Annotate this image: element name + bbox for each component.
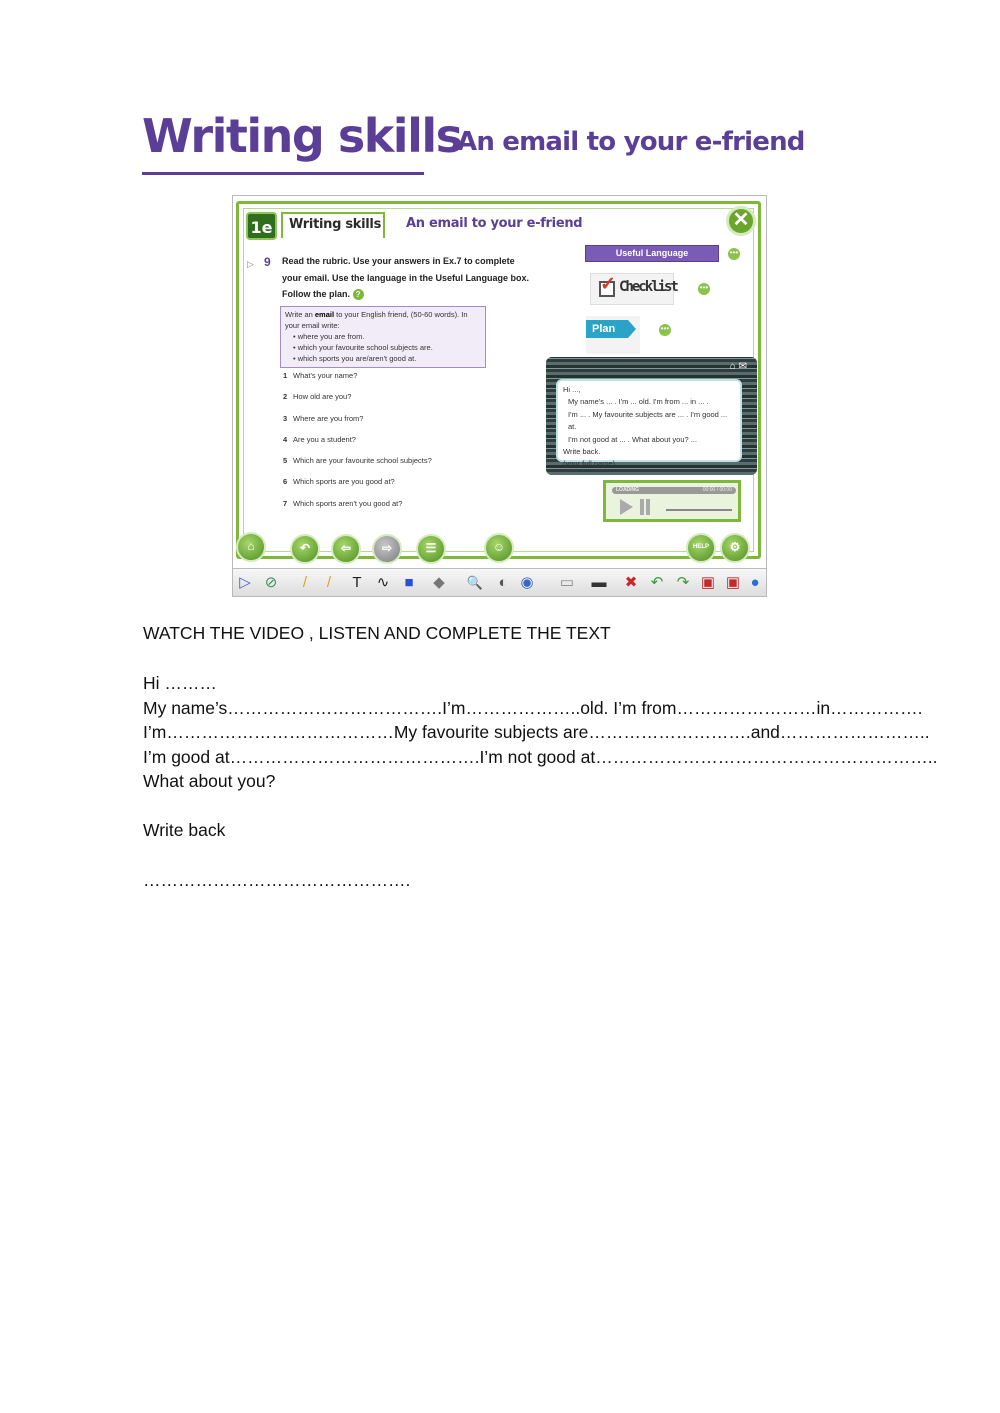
lasso-icon[interactable]: ⊘: [264, 574, 278, 591]
question-list: [283, 370, 432, 519]
more-icon[interactable]: •••: [728, 248, 740, 260]
forward-button[interactable]: [372, 534, 402, 564]
question-text: What's your name?: [293, 371, 358, 380]
play-icon[interactable]: [620, 499, 633, 515]
text-tool-icon[interactable]: T: [352, 574, 362, 591]
smile-button[interactable]: [484, 533, 514, 563]
drawing-toolbar: [233, 568, 766, 597]
question-text: Where are you from?: [293, 413, 364, 423]
page-subtitle: An email to your e-friend: [457, 127, 805, 157]
redo-icon[interactable]: ↷: [676, 574, 690, 591]
spotlight-icon[interactable]: ◐: [498, 574, 508, 591]
question-number: 1: [283, 371, 288, 380]
write-back: Write back: [143, 820, 226, 840]
blind-icon[interactable]: ▬: [591, 574, 607, 591]
task-line-text: Follow the plan.: [282, 289, 350, 299]
email-model-card: [556, 379, 742, 469]
email-model-line: Write back.: [563, 447, 601, 457]
unit-tab-subtitle: An email to your e-friend: [406, 216, 583, 231]
question-row: [283, 498, 432, 519]
close-button[interactable]: [726, 206, 756, 236]
email-model-line: (your full name): [563, 459, 616, 469]
lesson-screenshot: [232, 195, 767, 597]
question-text: How old are you?: [293, 392, 352, 402]
question-text: Which sports aren't you good at?: [293, 498, 403, 508]
help-label: HELP: [692, 544, 709, 550]
loading-label: LOADING: [616, 487, 640, 493]
rubric-intro-b: to your English friend, (50-60 words). In your email write:: [285, 310, 468, 330]
email-model-line: I'm not good at ... . What about you? ...: [568, 434, 698, 444]
task-line: your email. Use the language in the Useful Language box.: [282, 272, 530, 283]
shape-icon[interactable]: ■: [404, 574, 414, 591]
email-model-line: I'm ... . My favourite subjects are ... . I'm good ... at.: [568, 409, 728, 432]
more-icon[interactable]: •••: [698, 283, 710, 295]
home-button[interactable]: [236, 532, 266, 562]
email-line: What about you?: [143, 771, 276, 792]
email-line: I’m…………………………………My favourite subjects are……………………….and……………………..: [143, 722, 930, 743]
checklist-label: Checklist: [619, 279, 677, 295]
task-line: Read the rubric. Use your answers in Ex.7 to complete: [282, 256, 515, 266]
highlighter-icon[interactable]: /: [326, 574, 332, 591]
smile-icon: ☺: [492, 540, 506, 554]
plan-label: Plan: [586, 320, 628, 338]
close-icon: ✕: [732, 209, 750, 231]
page-title: Writing skills: [142, 109, 462, 163]
question-number: 6: [283, 477, 288, 487]
question-number: 3: [283, 413, 288, 423]
rubric-bullet: • which sports you are/aren't good at.: [293, 353, 481, 364]
pointer-icon[interactable]: ▷: [239, 574, 251, 591]
plan-button[interactable]: [586, 316, 640, 354]
rubric-bullet: • where you are from.: [293, 331, 481, 342]
rubric-intro-bold: email: [314, 310, 335, 319]
question-number: 5: [283, 456, 288, 466]
checkbox-icon: [599, 274, 616, 297]
help-button[interactable]: [686, 533, 716, 563]
clear-icon[interactable]: ✖: [624, 574, 638, 591]
home-icon: ⌂: [247, 539, 255, 553]
question-row: [283, 413, 432, 434]
more-icon[interactable]: •••: [659, 324, 671, 336]
rubric-box: [280, 306, 486, 368]
checklist-button[interactable]: [590, 273, 677, 305]
email-model-line: Hi ...,: [563, 385, 581, 394]
question-row: [283, 370, 432, 391]
lesson-frame: [236, 201, 761, 559]
task-pointer-icon: ▷: [247, 259, 254, 269]
unit-badge: 1e: [246, 212, 277, 240]
task-number: 9: [264, 255, 271, 269]
rubric-bullet: • which your favourite school subjects are.: [293, 342, 481, 353]
video-home-icon[interactable]: ⌂ ✉: [729, 361, 747, 372]
gear-icon: ⚙: [729, 540, 741, 554]
undo-icon[interactable]: ↶: [650, 574, 664, 591]
rubric-intro: [285, 309, 481, 331]
settings-button[interactable]: [720, 533, 750, 563]
question-number: 4: [283, 434, 288, 444]
time-label: 00:00 / 00:00: [702, 487, 732, 493]
rubric-bullets: [285, 331, 481, 364]
video-player[interactable]: [546, 357, 757, 475]
zoom-icon[interactable]: 🔍: [466, 575, 484, 590]
pencil-icon[interactable]: /: [302, 574, 308, 591]
undo-icon: ↶: [299, 541, 311, 555]
question-text: Which sports are you good at?: [293, 477, 395, 487]
eraser-icon[interactable]: ◆: [433, 574, 445, 591]
email-model-line: My name's ... . I'm ... old. I'm from ... in ... .: [568, 397, 709, 407]
save-icon[interactable]: ▣: [700, 574, 716, 591]
question-text: Which are your favourite school subjects?: [293, 456, 432, 466]
title-underline: [142, 172, 424, 175]
question-number: 2: [283, 392, 288, 402]
email-line: My name’s……………………………….I’m………………..old. I’m from……………………in…………….: [143, 697, 923, 718]
question-row: [283, 434, 432, 455]
task-instructions: [282, 253, 552, 303]
question-row: [283, 455, 432, 476]
question-text: Are you a student?: [293, 434, 356, 444]
back-button[interactable]: [331, 534, 361, 564]
instructions: WATCH THE VIDEO , LISTEN AND COMPLETE THE TEXT: [143, 623, 611, 643]
curve-icon[interactable]: ∿: [376, 574, 390, 591]
question-number: 7: [283, 498, 288, 508]
email-line: I’m good at…………………………………….I’m not good at…………………………………………………..: [143, 746, 938, 767]
forward-arrow-icon: ⇨: [381, 541, 393, 555]
globe-icon[interactable]: ●: [750, 574, 760, 591]
menu-button[interactable]: [416, 534, 446, 564]
progress-bar[interactable]: [612, 487, 736, 494]
rubric-intro-a: Write an: [285, 310, 313, 319]
signature-line: ……………………………………….: [143, 870, 411, 890]
back-arrow-icon: ⇦: [340, 541, 352, 555]
unit-tab-title: Writing skills: [281, 212, 385, 238]
useful-language-button[interactable]: Useful Language: [585, 245, 719, 262]
pause-icon[interactable]: [640, 499, 650, 515]
menu-icon: ☰: [425, 541, 437, 555]
question-row: [283, 391, 432, 412]
checkmark-icon: ✓: [600, 274, 616, 295]
help-icon[interactable]: ?: [353, 289, 364, 300]
screen-shade-icon[interactable]: ▭: [559, 574, 575, 591]
volume-slider[interactable]: [666, 509, 732, 511]
reveal-eye-icon[interactable]: ◉: [520, 574, 534, 591]
audio-player: [603, 480, 741, 522]
undo-button[interactable]: [290, 534, 320, 564]
task-line: [282, 286, 552, 303]
load-icon[interactable]: ▣: [725, 574, 741, 591]
email-line: Hi ………: [143, 673, 217, 693]
question-row: [283, 476, 432, 497]
